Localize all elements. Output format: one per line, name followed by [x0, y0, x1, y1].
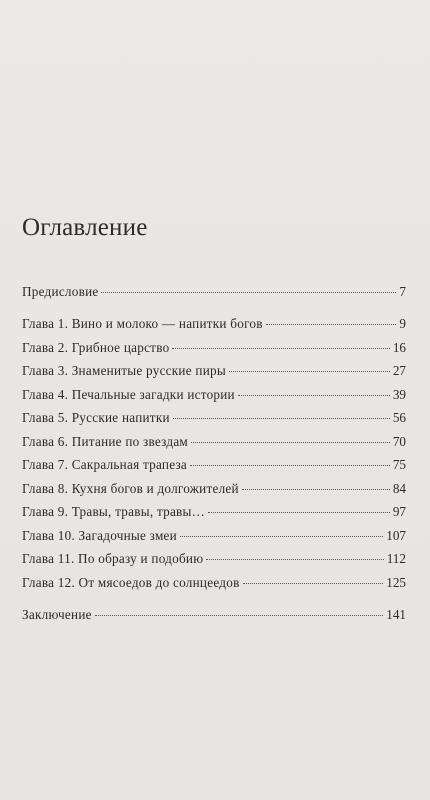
dot-leader — [172, 348, 389, 349]
dot-leader — [238, 395, 390, 396]
dot-leader — [242, 489, 390, 490]
toc-entry-page: 39 — [392, 386, 406, 402]
toc-entry — [22, 387, 406, 405]
dot-leader — [173, 418, 390, 419]
toc-entry-page: 27 — [392, 363, 406, 378]
toc-entry — [22, 551, 406, 569]
toc-entry-label: Глава 8. Кухня богов и долгожителей — [22, 480, 239, 496]
toc-entry-page: 56 — [392, 410, 406, 425]
toc-entry-label: Глава 9. Травы, травы, травы… — [22, 504, 206, 519]
dot-leader — [95, 615, 383, 616]
toc-entry-label: Заключение — [22, 607, 92, 622]
toc-entry-label: Глава 10. Загадочные змеи — [22, 527, 177, 543]
toc-entry-page: 75 — [392, 457, 406, 472]
toc-entry-label: Глава 5. Русские напитки — [22, 410, 170, 425]
dot-leader — [206, 559, 383, 560]
toc-entry — [22, 457, 406, 475]
toc-entry — [22, 528, 406, 546]
toc-entry-page: 84 — [392, 480, 406, 496]
toc-entry-page: 141 — [386, 607, 406, 622]
toc-entry-page: 112 — [386, 551, 406, 566]
toc-entry-page: 107 — [386, 527, 406, 543]
toc-entry — [22, 575, 406, 593]
toc-entry-label: Предисловие — [22, 284, 99, 299]
toc-entry — [22, 434, 406, 452]
toc-entry — [22, 340, 406, 358]
toc-entry-page: 16 — [392, 339, 406, 355]
toc-entry — [22, 481, 406, 499]
toc-entry-label: Глава 3. Знаменитые русские пиры — [22, 363, 226, 378]
toc-entry-page: 9 — [399, 316, 406, 331]
toc-entry — [22, 607, 406, 625]
toc-entry-label: Глава 4. Печальные загадки истории — [22, 386, 235, 402]
toc-entry — [22, 363, 406, 381]
dot-leader — [191, 442, 390, 443]
toc-entry-page: 7 — [399, 284, 406, 299]
dot-leader — [229, 371, 390, 372]
toc-entry-page: 125 — [386, 574, 406, 590]
dot-leader — [180, 536, 383, 537]
dot-leader — [190, 465, 390, 466]
toc-entry-label: Глава 1. Вино и молоко — напитки богов — [22, 316, 263, 331]
toc-entry — [22, 504, 406, 522]
toc-entry — [22, 316, 406, 334]
toc-entry-page: 97 — [392, 504, 406, 519]
toc-entry-label: Глава 7. Сакральная трапеза — [22, 457, 188, 472]
dot-leader — [243, 583, 384, 584]
toc-entry-label: Глава 12. От мясоедов до солнцеедов — [22, 574, 240, 590]
toc-entry — [22, 410, 406, 428]
page-title: Оглавление — [22, 214, 148, 241]
dot-leader — [266, 324, 397, 325]
toc-entry-label: Глава 6. Питание по звездам — [22, 433, 189, 449]
toc-entry-page: 70 — [392, 433, 406, 449]
dot-leader — [101, 292, 396, 293]
toc-entry-label: Глава 2. Грибное царство — [22, 339, 170, 355]
toc-entry — [22, 284, 406, 302]
dot-leader — [208, 512, 390, 513]
toc-entry-label: Глава 11. По образу и подобию — [22, 551, 204, 566]
